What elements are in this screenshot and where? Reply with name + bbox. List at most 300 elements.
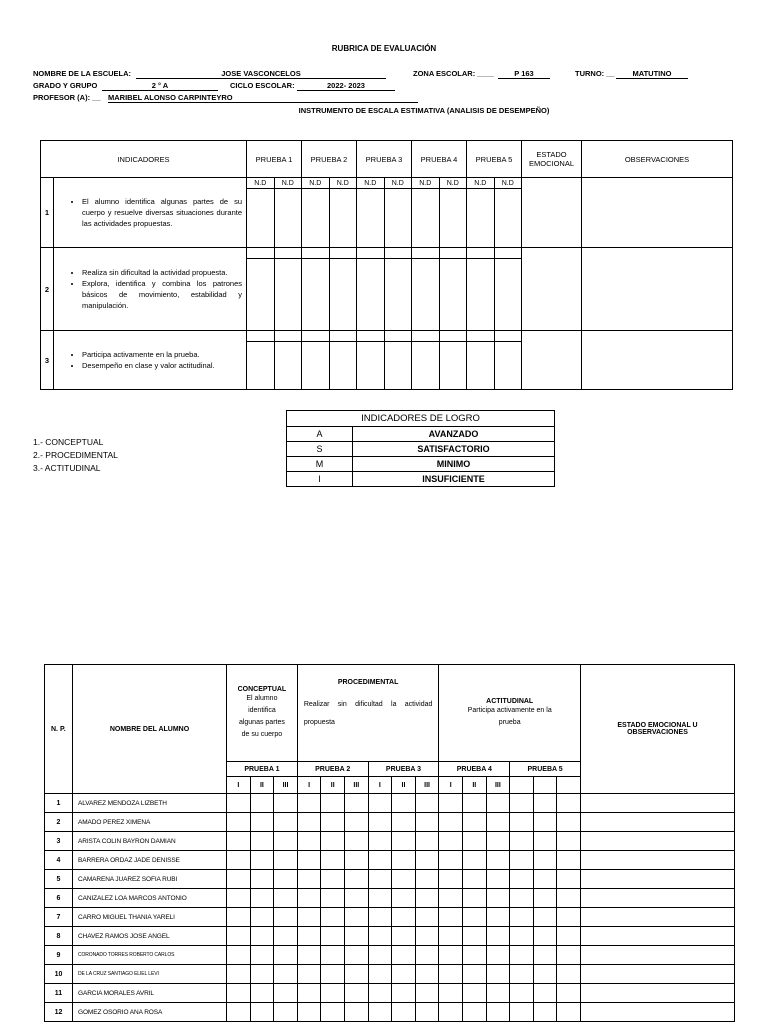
student-number: 2 — [45, 813, 73, 832]
indicator-item: • Participa activamente en la prueba. — [82, 349, 242, 360]
grade-cell — [297, 889, 321, 908]
score-cell — [494, 259, 522, 331]
grade-cell — [227, 1003, 251, 1022]
grade-cell — [392, 870, 416, 889]
score-cell — [274, 259, 302, 331]
cycle-label: CICLO ESCOLAR: — [230, 81, 295, 90]
grade-cell — [250, 965, 274, 984]
nd-label: N.D — [467, 178, 495, 189]
indicator-number: 1 — [41, 178, 54, 248]
student-name-header: NOMBRE DEL ALUMNO — [73, 665, 227, 794]
grade-cell — [463, 870, 487, 889]
grade-cell — [439, 889, 463, 908]
grade-cell — [463, 813, 487, 832]
grade-cell — [250, 889, 274, 908]
score-cell — [439, 189, 467, 248]
grade-cell — [321, 794, 345, 813]
level-label: INSUFICIENTE — [353, 472, 555, 487]
grade-cell — [321, 927, 345, 946]
observation-cell — [580, 927, 734, 946]
students-prueba-5: PRUEBA 5 — [510, 762, 581, 777]
observation-cell — [580, 946, 734, 965]
student-name: AMADO PEREZ XIMENA — [73, 813, 227, 832]
students-prueba-1: PRUEBA 1 — [227, 762, 298, 777]
grade-cell — [510, 777, 534, 794]
student-name: CORONADO TORRES ROBERTO CARLOS — [73, 946, 227, 965]
grade-cell — [510, 965, 534, 984]
table-row — [45, 851, 735, 870]
score-cell — [439, 259, 467, 331]
nd-label: N.D — [302, 178, 330, 189]
level-label: SATISFACTORIO — [353, 442, 555, 457]
grade-cell — [368, 908, 392, 927]
emotional-cell — [522, 178, 582, 248]
grade-cell — [345, 1003, 369, 1022]
grade-cell — [227, 946, 251, 965]
score-cell — [302, 189, 330, 248]
grade-cell — [297, 870, 321, 889]
score-cell — [357, 189, 385, 248]
grade-cell — [463, 832, 487, 851]
score-cell — [467, 259, 495, 331]
grade-cell — [227, 984, 251, 1003]
grade-cell — [392, 813, 416, 832]
actitudinal-title: ACTITUDINAL — [486, 697, 534, 705]
grade-cell — [392, 927, 416, 946]
grade-cell — [439, 813, 463, 832]
teacher-label: PROFESOR (A): __ — [33, 93, 101, 102]
student-number: 10 — [45, 965, 73, 984]
student-number: 4 — [45, 851, 73, 870]
grade-cell — [345, 813, 369, 832]
student-number: 1 — [45, 794, 73, 813]
grade-cell — [297, 1003, 321, 1022]
score-cell — [329, 189, 357, 248]
grade-cell — [510, 794, 534, 813]
student-name: GOMEZ OSORIO ANA ROSA — [73, 1003, 227, 1022]
grade-cell — [227, 832, 251, 851]
conceptual-header — [227, 665, 298, 762]
table-row — [45, 870, 735, 889]
score-cell — [302, 259, 330, 331]
instrument-title: INSTRUMENTO DE ESCALA ESTIMATIVA (ANALISIS DE DESEMPEÑO) — [298, 106, 550, 115]
grade-cell — [227, 813, 251, 832]
roman-numeral: II — [321, 777, 345, 794]
cycle-value: 2022- 2023 — [297, 81, 395, 91]
grade-cell — [321, 889, 345, 908]
grade-cell — [439, 984, 463, 1003]
grade-cell — [557, 965, 581, 984]
grade-cell — [463, 965, 487, 984]
level-code: I — [287, 472, 353, 487]
observation-cell — [580, 813, 734, 832]
table-row — [45, 813, 735, 832]
emotional-cell — [522, 248, 582, 331]
grade-cell — [439, 851, 463, 870]
grade-cell — [557, 984, 581, 1003]
score-cell — [274, 331, 302, 342]
school-label: NOMBRE DE LA ESCUELA: — [33, 69, 132, 78]
conceptual-title: CONCEPTUAL — [237, 685, 287, 693]
grade-cell — [510, 870, 534, 889]
school-value: JOSE VASCONCELOS — [136, 69, 386, 79]
observations-cell — [582, 331, 733, 390]
student-number: 9 — [45, 946, 73, 965]
level-code: S — [287, 442, 353, 457]
score-cell — [384, 259, 412, 331]
grade-cell — [486, 851, 510, 870]
score-cell — [384, 189, 412, 248]
grade-cell — [368, 870, 392, 889]
grade-cell — [297, 908, 321, 927]
score-cell — [412, 189, 440, 248]
students-table — [44, 664, 735, 1022]
grade-cell — [533, 777, 557, 794]
achievement-title: INDICADORES DE LOGRO — [287, 411, 555, 427]
observations-header: OBSERVACIONES — [582, 141, 733, 178]
grade-cell — [510, 908, 534, 927]
student-name: BARRERA ORDAZ JADE DENISSE — [73, 851, 227, 870]
grade-cell — [439, 794, 463, 813]
grade-cell — [415, 946, 439, 965]
grade-cell — [368, 984, 392, 1003]
nd-label: N.D — [357, 178, 385, 189]
score-cell — [412, 248, 440, 259]
grade-cell — [486, 984, 510, 1003]
grade-cell — [533, 1003, 557, 1022]
indicator-item: • Realiza sin dificultad la actividad propuesta. — [82, 267, 242, 278]
actitudinal-header — [439, 665, 581, 762]
score-cell — [274, 342, 302, 390]
grade-cell — [533, 908, 557, 927]
grade-cell — [415, 813, 439, 832]
score-cell — [439, 248, 467, 259]
grade-cell — [321, 832, 345, 851]
roman-numeral: I — [439, 777, 463, 794]
rubric-table — [40, 140, 733, 390]
nd-label: N.D — [384, 178, 412, 189]
grade-cell — [557, 927, 581, 946]
score-cell — [329, 259, 357, 331]
grade-cell — [533, 794, 557, 813]
grade-cell — [510, 813, 534, 832]
grade-cell — [486, 813, 510, 832]
student-name: GARCIA MORALES AVRIL — [73, 984, 227, 1003]
grade-cell — [415, 927, 439, 946]
evaluation-types — [33, 436, 118, 475]
observation-cell — [580, 984, 734, 1003]
grade-cell — [510, 1003, 534, 1022]
table-row — [45, 889, 735, 908]
grade-cell — [510, 984, 534, 1003]
emotional-header: ESTADO EMOCIONAL — [522, 141, 582, 178]
type-procedimental: 2.- PROCEDIMENTAL — [33, 450, 118, 460]
type-conceptual: 1.- CONCEPTUAL — [33, 437, 104, 447]
roman-numeral: III — [345, 777, 369, 794]
level-label: MINIMO — [353, 457, 555, 472]
grade-cell — [297, 794, 321, 813]
table-row — [45, 946, 735, 965]
score-cell — [494, 248, 522, 259]
grade-cell — [463, 908, 487, 927]
grade-cell — [533, 813, 557, 832]
score-cell — [467, 189, 495, 248]
score-cell — [329, 331, 357, 342]
grade-cell — [274, 1003, 298, 1022]
grade-cell — [274, 794, 298, 813]
grade-cell — [557, 832, 581, 851]
roman-numeral: I — [368, 777, 392, 794]
grade-cell — [533, 946, 557, 965]
grade-cell — [463, 851, 487, 870]
grade-cell — [321, 908, 345, 927]
grade-cell — [392, 832, 416, 851]
grade-cell — [415, 984, 439, 1003]
grade-cell — [368, 1003, 392, 1022]
grade-cell — [345, 832, 369, 851]
grade-cell — [392, 889, 416, 908]
grade-cell — [557, 889, 581, 908]
teacher-value: MARIBEL ALONSO CARPINTEYRO — [108, 93, 418, 103]
actitudinal-desc: Participa activamente en la prueba — [467, 706, 552, 726]
indicator-item: • Explora, identifica y combina los patrones básicos de movimiento, estabilidad y manipulación. — [82, 278, 242, 311]
grade-cell — [345, 984, 369, 1003]
roman-numeral: III — [415, 777, 439, 794]
grade-cell — [557, 851, 581, 870]
grade-cell — [250, 832, 274, 851]
score-cell — [384, 248, 412, 259]
grade-cell — [368, 794, 392, 813]
indicator-number: 3 — [41, 331, 54, 390]
student-name: CAMARENA JUAREZ SOFIA RUBI — [73, 870, 227, 889]
zone-value: P 163 — [498, 69, 550, 79]
indicator-description — [54, 248, 247, 331]
grade-cell — [533, 851, 557, 870]
student-name: DE LA CRUZ SANTIAGO ELIEL LEVI — [73, 965, 227, 984]
grade-cell — [439, 832, 463, 851]
grade-cell — [415, 794, 439, 813]
grade-cell — [250, 813, 274, 832]
indicator-item: • Desempeño en clase y valor actitudinal. — [82, 360, 242, 371]
grade-cell — [392, 794, 416, 813]
score-cell — [357, 248, 385, 259]
score-cell — [412, 259, 440, 331]
grade-cell — [463, 794, 487, 813]
grade-cell — [486, 965, 510, 984]
score-cell — [357, 342, 385, 390]
grade-cell — [297, 946, 321, 965]
grade-cell — [274, 908, 298, 927]
students-prueba-4: PRUEBA 4 — [439, 762, 510, 777]
grade-cell — [227, 870, 251, 889]
grade-cell — [510, 851, 534, 870]
table-row — [45, 927, 735, 946]
grade-cell — [392, 851, 416, 870]
grade-cell — [486, 794, 510, 813]
table-row — [45, 1003, 735, 1022]
observations-cell — [582, 178, 733, 248]
roman-numeral: I — [297, 777, 321, 794]
grade-cell — [250, 946, 274, 965]
grade-cell — [274, 813, 298, 832]
observation-cell — [580, 851, 734, 870]
indicators-header: INDICADORES — [41, 141, 247, 178]
grade-cell — [321, 870, 345, 889]
grade-cell — [439, 1003, 463, 1022]
nd-label: N.D — [274, 178, 302, 189]
grade-cell — [510, 889, 534, 908]
grade-cell — [439, 908, 463, 927]
score-cell — [384, 331, 412, 342]
student-number: 3 — [45, 832, 73, 851]
grade-cell — [321, 813, 345, 832]
score-cell — [247, 331, 275, 342]
grade-cell — [368, 965, 392, 984]
grade-cell — [345, 908, 369, 927]
grade-cell — [463, 889, 487, 908]
grade-cell — [533, 832, 557, 851]
type-actitudinal: 3.- ACTITUDINAL — [33, 463, 101, 473]
observation-cell — [580, 965, 734, 984]
observation-cell — [580, 870, 734, 889]
observation-cell — [580, 1003, 734, 1022]
score-cell — [302, 248, 330, 259]
table-row — [45, 908, 735, 927]
students-prueba-2: PRUEBA 2 — [297, 762, 368, 777]
grade-cell — [557, 1003, 581, 1022]
grade-cell — [392, 984, 416, 1003]
grade-cell — [463, 946, 487, 965]
prueba-5-header: PRUEBA 5 — [467, 141, 522, 178]
nd-label: N.D — [329, 178, 357, 189]
score-cell — [357, 331, 385, 342]
table-row — [45, 832, 735, 851]
score-cell — [384, 342, 412, 390]
students-prueba-3: PRUEBA 3 — [368, 762, 439, 777]
score-cell — [247, 189, 275, 248]
grade-cell — [321, 851, 345, 870]
table-row — [45, 965, 735, 984]
grade-cell — [321, 965, 345, 984]
level-code: A — [287, 427, 353, 442]
prueba-4-header: PRUEBA 4 — [412, 141, 467, 178]
score-cell — [439, 342, 467, 390]
grade-cell — [557, 870, 581, 889]
score-cell — [439, 331, 467, 342]
grade-cell — [274, 889, 298, 908]
grade-cell — [274, 984, 298, 1003]
grade-cell — [510, 927, 534, 946]
grade-cell — [533, 927, 557, 946]
grade-cell — [345, 870, 369, 889]
grade-cell — [392, 1003, 416, 1022]
grade-cell — [533, 870, 557, 889]
grade-cell — [274, 870, 298, 889]
observations-cell — [582, 248, 733, 331]
score-cell — [412, 331, 440, 342]
score-cell — [302, 331, 330, 342]
grade-cell — [227, 889, 251, 908]
student-name: CANIZALEZ LOA MARCOS ANTONIO — [73, 889, 227, 908]
shift-label: TURNO: __ — [575, 69, 615, 78]
achievement-indicators-table — [286, 410, 555, 487]
score-cell — [467, 342, 495, 390]
grade-cell — [297, 851, 321, 870]
grade-cell — [321, 984, 345, 1003]
indicator-number: 2 — [41, 248, 54, 331]
student-number: 5 — [45, 870, 73, 889]
grade-cell — [486, 832, 510, 851]
grade-cell — [345, 889, 369, 908]
grade-cell — [274, 965, 298, 984]
grade-cell — [368, 927, 392, 946]
grade-cell — [321, 946, 345, 965]
grade-cell — [274, 946, 298, 965]
grade-cell — [274, 832, 298, 851]
level-label: AVANZADO — [353, 427, 555, 442]
grade-cell — [557, 908, 581, 927]
student-name: ALVAREZ MENDOZA LIZBETH — [73, 794, 227, 813]
estado-header: ESTADO EMOCIONAL U OBSERVACIONES — [580, 665, 734, 794]
score-cell — [247, 342, 275, 390]
grade-cell — [439, 870, 463, 889]
score-cell — [357, 259, 385, 331]
grade-cell — [250, 851, 274, 870]
grade-cell — [486, 889, 510, 908]
student-number: 12 — [45, 1003, 73, 1022]
grade-cell — [463, 927, 487, 946]
score-cell — [247, 259, 275, 331]
grade-cell — [250, 1003, 274, 1022]
grade-cell — [250, 908, 274, 927]
score-cell — [274, 248, 302, 259]
grade-cell — [368, 889, 392, 908]
roman-numeral: II — [463, 777, 487, 794]
emotional-cell — [522, 331, 582, 390]
roman-numeral: III — [486, 777, 510, 794]
student-number: 7 — [45, 908, 73, 927]
grade-cell — [250, 927, 274, 946]
score-cell — [412, 342, 440, 390]
grade-cell — [533, 889, 557, 908]
grade-cell — [463, 1003, 487, 1022]
grade-cell — [227, 851, 251, 870]
grade-cell — [557, 794, 581, 813]
score-cell — [329, 248, 357, 259]
grade-cell — [368, 813, 392, 832]
procedimental-header — [297, 665, 439, 762]
grade-cell — [533, 965, 557, 984]
grade-cell — [297, 984, 321, 1003]
score-cell — [247, 248, 275, 259]
score-cell — [467, 248, 495, 259]
grade-cell — [486, 1003, 510, 1022]
grade-cell — [439, 965, 463, 984]
grade-cell — [250, 794, 274, 813]
score-cell — [274, 189, 302, 248]
grade-cell — [345, 946, 369, 965]
level-code: M — [287, 457, 353, 472]
grade-cell — [345, 794, 369, 813]
score-cell — [494, 189, 522, 248]
grade-cell — [510, 946, 534, 965]
np-header: N. P. — [45, 665, 73, 794]
grade-cell — [392, 908, 416, 927]
grade-cell — [227, 927, 251, 946]
grade-cell — [557, 813, 581, 832]
indicator-item: • El alumno identifica algunas partes de su cuerpo y resuelve diversas situaciones durante las actividades propuestas. — [82, 196, 242, 229]
grade-cell — [415, 870, 439, 889]
